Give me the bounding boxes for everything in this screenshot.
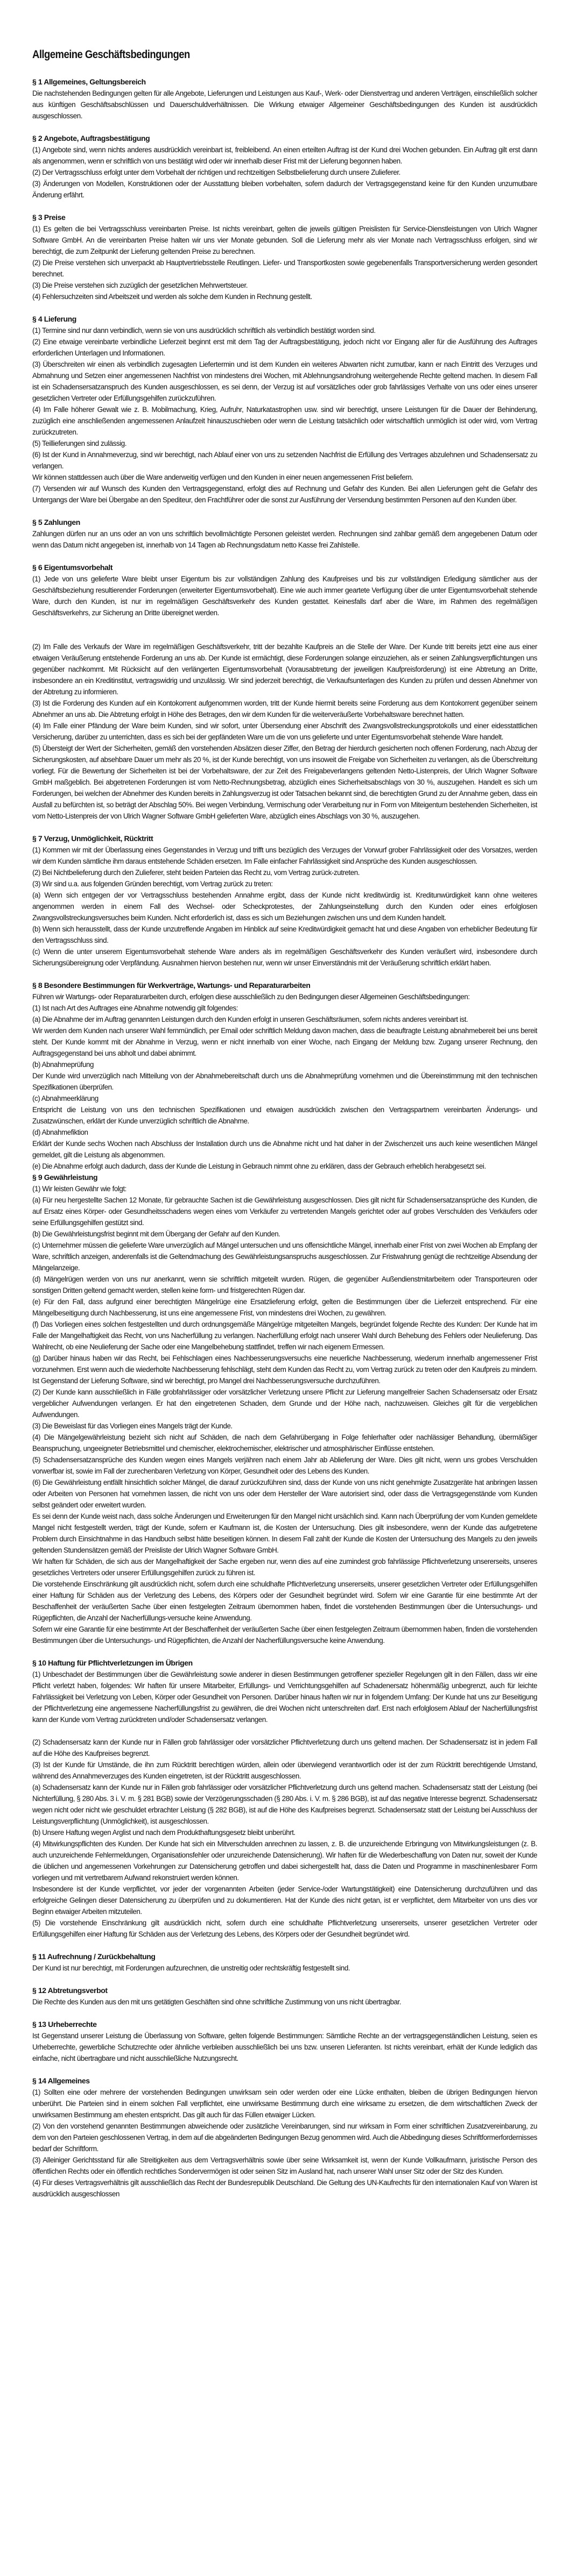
section-paragraph: (d) Mängelrügen werden von uns nur anerkannt, wenn sie schriftlich mitgeteilt wurden. Rügen, die gegenüber Außendienstmitarbeitern oder Transporteuren oder sonstigen Dritten geltend gemacht werden, stellen keine form- und fristgerechten Rügen dar. <box>32 1275 537 1294</box>
section-paragraph: (5) Die vorstehende Einschränkung gilt ausdrücklich nicht, sofern durch eine schuldhafte Pflichtverletzung unsererseits, unserer gesetzlichen Vertreter oder Erfüllungsgehilfen einer Haftung für Schäden aus der Verletzung des Lebens, des Körpers oder der Gesundheit begründet wird. <box>32 1919 537 1938</box>
section-paragraph: (2) Eine etwaige vereinbarte verbindliche Lieferzeit beginnt erst mit dem Tag der Auftragsbestätigung, jedoch nicht vor Eingang aller für die Ausführung des Auftrages erforderlichen Unterlagen und Informationen. <box>32 338 537 357</box>
section-paragraph: Der Kunde wird unverzüglich nach Mitteilung von der Abnahmebereitschaft durch uns die Abnahmeprüfung vornehmen und die Übereinstimmung mit den technischen Spezifikationen überprüfen. <box>32 1072 537 1091</box>
section-heading: § 1 Allgemeines, Geltungsbereich <box>32 77 146 86</box>
section-paragraph: (1) Unbeschadet der Bestimmungen über die Gewährleistung sowie anderer in diesen Bestimmungen getroffener spezieller Regelungen gilt in den Fällen, dass wir eine Pflicht verletzt haben, folgendes: Wir haften für unsere Mitarbeiter, Erfüllungs- und Verrichtungsgehilfen auf Schadenersatz höhenmäßig unbegrenzt, auch für leichte Fahrlässigkeit bei Verletzung von Leben, Körper oder Gesundheit von Personen. Darüber hinaus haften wir nur in folgendem Umfang: Der Kunde hat uns zur Beseitigung der Pflichtverletzung eine angemessene Nacherfüllungsfrist zu gewähren, die drei Wochen nicht unterschreiten darf. Erst nach erfolglosem Ablauf der Nacherfüllungsfrist kann der Kunde vom Vertrag zurücktreten und/oder Schadensersatz verlangen. <box>32 1670 537 1724</box>
section-heading: § 14 Allgemeines <box>32 2076 90 2085</box>
section-paragraph: (2) Von den vorstehend genannten Bestimmungen abweichende oder zusätzliche Vereinbarungen, sind nur wirksam in Form einer schriftlichen Zusatzvereinbarung, zu dem von den Parteien geschlossenen Vertrag, in dem auf die abgeänderten Bedingungen Bezug genommen wird. Auch die Abbedingung dieses Schriftformerfordernisses bedarf der Schriftform. <box>32 2122 537 2153</box>
section-paragraph: Insbesondere ist der Kunde verpflichtet, vor jeder der vorgenannten Arbeiten (jeder Service-/oder Wartungstätigkeit) eine Datensicherung durchzuführen und das erfolgreiche Gelingen dieser Datensicherung zu überprüfen und zu dokumentieren. Hat der Kunde dies nicht getan, ist er verpflichtet, dem Mitarbeiter von uns dies vor Beginn etwaiger Arbeiten mitzuteilen. <box>32 1885 537 1916</box>
section-paragraph: Erklärt der Kunde sechs Wochen nach Abschluss der Installation durch uns die Abnahme nicht und hat daher in der Zwischenzeit uns auch keine wesentlichen Mängel gemeldet, gilt die Leistung als abgenommen. <box>32 1140 537 1159</box>
section-heading: § 2 Angebote, Auftragsbestätigung <box>32 134 150 143</box>
document-title: Allgemeine Geschäftsbedingungen <box>32 48 190 61</box>
section-paragraph: (3) Ist der Kunde für Umstände, die ihn zum Rücktritt berechtigen würden, allein oder überwiegend verantwortlich oder ist der zum Rücktritt berechtigende Umstand, während des Annahmeverzuges des Kunden eingetreten, ist der Rücktritt ausgeschlossen. <box>32 1761 537 1780</box>
section-heading: § 4 Lieferung <box>32 315 76 323</box>
section-paragraph: (2) Im Falle des Verkaufs der Ware im regelmäßigen Geschäftsverkehr, tritt der bezahlte Kaufpreis an die Stelle der Ware. Der Kunde tritt bereits jetzt eine aus einer etwaigen Veräußerung entstehende Forderung an uns ab. Der Kunde ist ermächtigt, diese Forderungen solange einzuziehen, als er seinen Zahlungsverpflichtungen uns gegenüber nachkommt. Mit Rücksicht auf den verlängerten Eigentumsvorbehalt (Vorausabtretung der jeweiligen Kaufpreisforderung) ist eine Abtretung an Dritte, insbesondere an ein Kreditinstitut, vertragswidrig und unzulässig. Wir sind jederzeit berechtigt, die Verkaufsunterlagen des Kunden zu prüfen und dessen Abnehmer von der Abtretung zu informieren. <box>32 643 537 696</box>
section-paragraph: (1) Termine sind nur dann verbindlich, wenn sie von uns ausdrücklich schriftlich als verbindlich bestätigt worden sind. <box>32 326 376 335</box>
section-paragraph: (5) Teillieferungen sind zulässig. <box>32 439 126 447</box>
section-paragraph: Die nachstehenden Bedingungen gelten für alle Angebote, Lieferungen und Leistungen aus Kauf-, Werk- oder Dienstvertrag und anderen Verträgen, einschließlich solcher aus künftigen Geschäftsabschlüssen und Dauerschuldverhältnissen. Die Wirkung etwaiger Allgemeiner Geschäftsbedingungen des Kunden ist ausdrücklich ausgeschlossen. <box>32 89 537 120</box>
section <box>32 76 537 122</box>
section-paragraph: (3) Überschreiten wir einen als verbindlich zugesagten Liefertermin und ist dem Kunden ein weiteres Abwarten nicht zumutbar, kann er nach Eintritt des Verzuges und Abmahnung und Setzen einer angemessenen Nachfrist von mindestens drei Wochen, mit Ablehnungsandrohung weitergehende Rechte geltend machen. In diesem Fall ist ein Schadensersatzanspruch des Kunden ausgeschlossen, es sei denn, der Verzug ist auf vorsätzliches oder grob fahrlässiges Verhalte von uns oder eines unserer gesetzlichen Vertreter oder Erfüllungsgehilfen zurückzuführen. <box>32 360 537 402</box>
section-paragraph: (f) Das Vorliegen eines solchen festgestellten und durch ordnungsgemäße Mängelrüge mitgeteilten Mangels, begründet folgende Rechte des Kunden: Der Kunde hat im Falle der Mangelhaftigkeit das Recht, von uns Nacherfüllung zu verlangen. Nacherfüllung erfolgt nach unserer Wahl durch Behebung des Fehlers oder Neulieferung. Das Wahlrecht, ob eine Neulieferung der Sache oder eine Mangelbehebung stattfindet, treffen wir nach eigenem Ermessen. <box>32 1320 537 1351</box>
section-heading: § 12 Abtretungsverbot <box>32 1986 108 1995</box>
section-paragraph: (1) Kommen wir mit der Überlassung eines Gegenstandes in Verzug und trifft uns bezüglich des Verzuges der Vorwurf grober Fahrlässigkeit oder des Vorsatzes, werden wir dem Kunden sämtliche ihm daraus entstehende Schäden ersetzen. Im Falle einfacher Fahrlässigkeit sind Ansprüche des Kunden ausgeschlossen. <box>32 846 537 865</box>
section <box>32 133 537 201</box>
section-paragraph: (c) Unternehmer müssen die gelieferte Ware unverzüglich auf Mängel untersuchen und uns offensichtliche Mängel, innerhalb einer Frist von zwei Wochen ab Empfang der Ware, schriftlich anzeigen, anderenfalls ist die Geltendmachung des Gewährleistungsanspruchs ausgeschlossen. Zur Fristwahrung genügt die rechtzeitige Absendung der Mängelanzeige. <box>32 1241 537 1272</box>
section-paragraph: (3) Ist die Forderung des Kunden auf ein Kontokorrent aufgenommen worden, tritt der Kunde hiermit bereits seine Forderung aus dem Kontokorrent gegenüber seinem Abnehmer an uns ab. Die Abtretung erfolgt in Höhe des Betrages, den wir dem Kunden für die weiterveräußerte Vorbehaltsware berechnet hatten. <box>32 699 537 718</box>
section-paragraph: Der Kund ist nur berechtigt, mit Forderungen aufzurechnen, die unstreitig oder rechtskräftig festgestellt sind. <box>32 1964 350 1972</box>
section-heading: § 6 Eigentumsvorbehalt <box>32 563 113 572</box>
section-paragraph: (2) Bei Nichtbelieferung durch den Zulieferer, steht beiden Parteien das Recht zu, vom Vertrag zurück-zutreten. <box>32 869 360 877</box>
section-paragraph: (a) Die Abnahme der im Auftrag genannten Leistungen durch den Kunden erfolgt in unseren Geschäftsräumen, sofern nichts anderes vereinbart ist. <box>32 1015 468 1023</box>
section-paragraph: Sofern wir eine Garantie für eine bestimmte Art der Beschaffenheit der veräußerten Sache über einen festgelegten Zeitraum übernommen haben, finden die vorstehenden Bestimmungen über die Untersuchungs- und Rügepflichten, die Anzahl der Nacherfüllungsversuche keine Anwendung. <box>32 1625 537 1645</box>
section <box>32 1985 537 2008</box>
section-paragraph: (4) Mitwirkungspflichten des Kunden. Der Kunde hat sich ein Mitverschulden anrechnen zu lassen, z. B. die unzureichende Erbringung von Mitwirkungsleistungen (z. B. auch unzureichende Fehlermeldungen, Organisationsfehler oder unzureichende Datensicherung). Wir haften für die Wiederbeschaffung von Daten nur, soweit der Kunde die üblichen und angemessenen Vorkehrungen zur Datensicherung getroffen und dabei sichergestellt hat, dass die Daten und Programme in maschinenlesbarer Form vorliegen und mit vertretbarem Aufwand rekonstruiert werden können. <box>32 1840 537 1882</box>
section-paragraph: (3) Änderungen von Modellen, Konstruktionen oder der Ausstattung bleiben vorbehalten, sofern dadurch der Vertragsgegenstand keine für den Kunden unzumutbare Änderung erfährt. <box>32 180 537 199</box>
section-paragraph: (e) Die Abnahme erfolgt auch dadurch, dass der Kunde die Leistung in Gebrauch nimmt ohne zu erklären, dass der Gebrauch erheblich herabgesetzt sei. <box>32 1162 486 1170</box>
section <box>32 833 537 969</box>
section-paragraph: (4) Die Mängelgewährleistung bezieht sich nicht auf Schäden, die nach dem Gefahrübergang in Folge fehlerhafter oder nachlässiger Behandlung, übermäßiger Beanspruchung, ungeeigneter Betriebsmittel und chemischer, elektrochemischer, elektrischer und atmosphärischer Einflüsse entstehen. <box>32 1433 537 1453</box>
section-heading: § 5 Zahlungen <box>32 518 80 526</box>
section-paragraph: (1) Ist nach Art des Auftrages eine Abnahme notwendig gilt folgendes: <box>32 1004 238 1012</box>
section-heading: § 7 Verzug, Unmöglichkeit, Rücktritt <box>32 834 153 843</box>
section-paragraph: (3) Wir sind u.a. aus folgenden Gründen berechtigt, vom Vertrag zurück zu treten: <box>32 880 273 888</box>
section-paragraph: Wir werden dem Kunden nach unserer Wahl fernmündlich, per Email oder schriftlich Meldung davon machen, dass die beauftragte Leistung abnahmebereit bei uns bereit steht. Der Kunde kommt mit der Abnahme in Verzug, wenn er nicht innerhalb von einer Woche, nach Eingang der Meldung bzw. Zugang unserer Rechnung, den Auftragsgegenstand bei uns abholt und dabei abnimmt. <box>32 1027 537 1057</box>
section <box>32 314 537 506</box>
section-paragraph: Wir haften für Schäden, die sich aus der Mangelhaftigkeit der Sache ergeben nur, wenn dies auf eine zumindest grob fahrlässige Pflichtverletzung unsererseits, unseres gesetzliches Vertreters oder unserer Erfüllungsgehilfen zurück zu führen ist. <box>32 1557 537 1577</box>
section <box>32 1657 537 1940</box>
section-heading: § 9 Gewährleistung <box>32 1173 98 1182</box>
section-paragraph: (3) Alleiniger Gerichtsstand für alle Streitigkeiten aus dem Vertragsverhältnis sowie über seine Wirksamkeit ist, wenn der Kunde Vollkaufmann, juristische Person des öffentlichen Rechts oder ein öffentlich rechtliches Sondervermögen ist oder seinen Sitz im Ausland hat, nach unserer Wahl unser Sitz oder der Sitz des Kunden. <box>32 2156 537 2175</box>
sections-container <box>32 76 537 2200</box>
section-heading: § 8 Besondere Bestimmungen für Werkverträge, Wartungs- und Reparaturarbeiten <box>32 981 311 990</box>
section-paragraph: Entspricht die Leistung von uns den technischen Spezifikationen und etwaigen ausdrücklich zwischen den Vertragspartnern vereinbarten Änderungs- und Zusatzwünschen, erklärt der Kunde unverzüglich schriftlich die Abnahme. <box>32 1106 537 1125</box>
section-paragraph: (1) Wir leisten Gewähr wie folgt: <box>32 1185 126 1193</box>
section-paragraph: (c) Wenn die unter unserem Eigentumsvorbehalt stehende Ware anders als im regelmäßigen Geschäftsverkehr des Kunden veräußert wird, insbesondere durch Sicherungsübereignung oder Verpfändung. Ausnahmen hiervon bestehen nur, wenn wir unser Einverständnis mit der Veräußerung schriftlich erklärt haben. <box>32 948 537 967</box>
section-paragraph: (3) Die Preise verstehen sich zuzüglich der gesetzlichen Mehrwertsteuer. <box>32 281 248 289</box>
section-paragraph: (3) Die Beweislast für das Vorliegen eines Mangels trägt der Kunde. <box>32 1422 233 1430</box>
section-paragraph: (4) Im Falle einer Pfändung der Ware beim Kunden, sind wir sofort, unter Übersendung einer Abschrift des Zwangsvollstreckungsprotokolls und einer eidesstattlichen Versicherung, darüber zu unterrichten, dass es sich bei der gepfändeten Ware um die von uns gelieferte und unter Eigentumsvorbehalt stehende Ware handelt. <box>32 722 537 741</box>
section-paragraph: Führen wir Wartungs- oder Reparaturarbeiten durch, erfolgen diese ausschließlich zu den Bedingungen dieser Allgemeinen Geschäftsbedingungen: <box>32 993 470 1001</box>
section-heading: § 11 Aufrechnung / Zurückbehaltung <box>32 1952 156 1961</box>
section-paragraph: (2) Der Vertragsschluss erfolgt unter dem Vorbehalt der richtigen und rechtzeitigen Selbstbelieferung durch unsere Zulieferer. <box>32 168 400 176</box>
section-paragraph: Wir können stattdessen auch über die Ware anderweitig verfügen und den Kunden in einer neuen angemessenen Frist beliefern. <box>32 473 413 481</box>
section-paragraph: (b) Wenn sich herausstellt, dass der Kunde unzutreffende Angaben im Hinblick auf seine Kreditwürdigkeit gemacht hat und diese Angaben von erheblicher Bedeutung für den Vertragsschluss sind. <box>32 925 537 944</box>
section-heading: § 3 Preise <box>32 213 66 222</box>
section-paragraph: (b) Abnahmeprüfung <box>32 1061 94 1069</box>
section <box>32 2075 537 2200</box>
section-paragraph: (4) Fehlersuchzeiten sind Arbeitszeit und werden als solche dem Kunden in Rechnung gestellt. <box>32 293 312 301</box>
section-paragraph: Zahlungen dürfen nur an uns oder an von uns schriftlich bevollmächtigte Personen geleistet werden. Rechnungen sind zahlbar gemäß dem angegebenen Datum oder wenn das Datum nicht angegeben ist, innerhalb von 14 Tagen ab Rechnungsdatum netto Kasse frei Zahlstelle. <box>32 530 537 549</box>
section <box>32 2019 537 2064</box>
section-paragraph: (4) Im Falle höherer Gewalt wie z. B. Mobilmachung, Krieg, Aufruhr, Naturkatastrophen usw. sind wir berechtigt, unsere Leistungen für die Dauer der Behinderung, zuzüglich eine anschließenden angemessenen Anlaufzeit hinauszuschieben oder wenn die Leistung tatsächlich oder wirtschaftlich unmöglich ist oder wird, vom Vertrag zurückzutreten. <box>32 405 537 436</box>
section-paragraph: (2) Die Preise verstehen sich unverpackt ab Hauptvertriebsstelle Reutlingen. Liefer- und Transportkosten sowie gegebenenfalls Transportversicherung werden gesondert berechnet. <box>32 259 537 278</box>
section-paragraph: (1) Jede von uns gelieferte Ware bleibt unser Eigentum bis zur vollständigen Zahlung des Kaufpreises und bis zur vollständigen Erledigung sämtlicher aus der Geschäftsbeziehung resultierender Forderungen (erweiterter Eigentumsvorbehalt). Eine wie auch immer geartete Verfügung über die unter Eigentumsvorbehalt stehende Ware, durch den Kunden, ist nur im regelmäßigen Geschäftsverkehr des Kunden gestattet. Keinesfalls darf aber die Ware, im Rahmen des regelmäßigen Geschäftsverkehrs, zur Sicherung an Dritte übereignet werden. <box>32 575 537 617</box>
section <box>32 562 537 822</box>
section-paragraph: (b) Die Gewährleistungsfrist beginnt mit dem Übergang der Gefahr auf den Kunden. <box>32 1230 280 1238</box>
section-paragraph: (2) Schadensersatz kann der Kunde nur in Fällen grob fahrlässiger oder vorsätzlicher Pflichtverletzung durch uns geltend machen. Der Schadensersatz ist in jedem Fall auf die Höhe des Kaufpreises begrenzt. <box>32 1738 537 1757</box>
section <box>32 1951 537 1974</box>
section-paragraph: (a) Schadensersatz kann der Kunde nur in Fällen grob fahrlässiger oder vorsätzlicher Pflichtverletzung durch uns geltend machen. Schadensersatz statt der Leistung (bei Nichterfüllung, § 280 Abs. 3 i. V. m. § 281 BGB) sowie der Verzögerungsschaden (§ 280 Abs. i. V. m. § 286 BGB), ist auf das negative Interesse begrenzt. Schadensersatz wegen nicht oder nicht wie geschuldet erbrachter Leistung (§ 282 BGB), ist auf die Höhe des Kaufpreises begrenzt. Schadensersatz statt der Leistung bei Ausschluss der Leistungsverpflichtung (Unmöglichkeit), ist ausgeschlossen. <box>32 1783 537 1825</box>
section-paragraph: (6) Die Gewährleistung entfällt hinsichtlich solcher Mängel, die darauf zurückzuführen sind, dass der Kunde von uns nicht genehmigte Zusatzgeräte hat anbringen lassen oder Arbeiten von Personen hat vornehmen lassen, die nicht von uns oder dem Hersteller der Ware autorisiert sind, oder dass die Vertragsgegenstände vom Kunden selbst geändert oder erweitert wurden. <box>32 1478 537 1509</box>
section-paragraph: (a) Wenn sich entgegen der vor Vertragsschluss bestehenden Annahme ergibt, dass der Kunde nicht kreditwürdig ist. Kreditunwürdigkeit kann ohne weiteres angenommen werden in einem Fall des Wechsel- oder Scheckprotestes, der Zahlungseinstellung durch den Kunden oder eines erfolglosen Zwangsvollstreckungsversuches beim Kunden. Nicht erforderlich ist, dass es sich um Beziehungen zwischen uns und dem Kunden handelt. <box>32 891 537 922</box>
section-paragraph: (5) Schadensersatzansprüche des Kunden wegen eines Mangels verjähren nach einem Jahr ab Ablieferung der Ware. Dies gilt nicht, wenn uns grobes Verschulden vorwerfbar ist, sowie im Fall der zurechenbaren Verletzung von Körper, Gesundheit oder des Lebens des Kunden. <box>32 1456 537 1475</box>
section-heading: § 13 Urheberrechte <box>32 2020 97 2029</box>
section-paragraph: Ist Gegenstand unserer Leistung die Überlassung von Software, gelten folgende Bestimmungen: Sämtliche Rechte an der vertragsgegenständlichen Leistung, seien es Urheberrechte, gewerbliche Schutzrechte oder ähnliche verbleiben ausschließlich bei uns bzw. unseren Lieferanten. Ist nichts vereinbart, erhält der Kunde lediglich das einfache, nicht übertragbare und nicht ausschließliche Nutzungsrecht. <box>32 2032 537 2062</box>
section-paragraph: Die vorstehende Einschränkung gilt ausdrücklich nicht, sofern durch eine schuldhafte Pflichtverletzung unsererseits, unserer gesetzlichen Vertreter oder Erfüllungsgehilfen einer Haftung für Schäden aus der Verletzung des Lebens, des Körpers oder der Gesundheit begründet wird. Sofern wir eine Garantie für eine bestimmte Art der Beschaffenheit der veräußerten Sache über einen festgelegten Zeitraum übernommen haben, findet die vorstehenden Bestimmungen über die Untersuchungs- und Rügepflichten, die Anzahl der Nacherfüllungs-versuche keine Anwendung. <box>32 1580 537 1622</box>
section-paragraph: (g) Darüber hinaus haben wir das Recht, bei Fehlschlagen eines Nachbesserungsversuchs eine neuerliche Nachbesserung, wiederum innerhalb angemessener Frist vorzunehmen. Erst wenn auch die wiederholte Nachbesserung fehlschlägt, steht dem Kunden das Recht zu, vom Vertrag zurück zu treten oder den Kaufpreis zu mindern. Ist Gegenstand der Lieferung Software, sind wir berechtigt, pro Mangel drei Nachbesserungsversuche durchzuführen. <box>32 1354 537 1385</box>
section <box>32 212 537 302</box>
section-paragraph: (a) Für neu hergestellte Sachen 12 Monate, für gebrauchte Sachen ist die Gewährleistung ausgeschlossen. Dies gilt nicht für Schadensersatzansprüche des Kunden, die auf Ersatz eines Körper- oder Gesundheitsschadens wegen eines vom Verkäufer zu vertretenden Mangels gerichtet oder auf grobes Verschulden des Verkäufers oder seine Erfüllungsgehilfen gestützt sind. <box>32 1196 537 1227</box>
section-paragraph: (7) Versenden wir auf Wunsch des Kunden den Vertragsgegenstand, erfolgt dies auf Rechnung und Gefahr des Kunden. Bei allen Lieferungen geht die Gefahr des Untergangs der Ware bei Übergabe an den Spediteur, den Frachtführer oder die sonst zur Ausführung der Versendung bestimmten Personen auf den Kunden über. <box>32 485 537 504</box>
section-paragraph: (c) Abnahmeerklärung <box>32 1094 98 1102</box>
section-paragraph: Es sei denn der Kunde weist nach, dass solche Änderungen und Erweiterungen für den Mangel nicht ursächlich sind. Kann nach Überprüfung der vom Kunden gemeldete Mangel nicht festgestellt werden, trägt der Kunde, sofern er Kaufmann ist, die Kosten der Untersuchung. Dies gilt insbesondere, wenn der Kunde das aufgetretene Problem durch Einsichtnahme in das Handbuch selbst hätte beseitigen können. In diesem Fall zahlt der Kunde die Kosten der Untersuchung des Mangels zu den jeweils geltenden Stundensätzen gemäß der Preisliste der Ulrich Wagner Software GmbH. <box>32 1512 537 1554</box>
section-paragraph: (1) Es gelten die bei Vertragsschluss vereinbarten Preise. Ist nichts vereinbart, gelten die jeweils gültigen Preislisten für Service-Dienstleistungen von Ulrich Wagner Software GmbH. An die vereinbarten Preise halten wir uns vier Monate gebunden. Soll die Lieferung mehr als vier Monate nach Vertragsschluss erfolgen, sind wir berechtigt, die zum Zeitpunkt der Lieferung geltenden Preise zu berechnen. <box>32 225 537 255</box>
section-paragraph: (d) Abnahmefiktion <box>32 1128 88 1136</box>
section-paragraph: (2) Der Kunde kann ausschließlich in Fälle grobfahrlässiger oder vorsätzlicher Verletzung unsere Pflicht zur Lieferung mangelfreier Sachen Schadensersatz oder Ersatz vergeblicher Aufwendungen verlangen. Er hat den eingetretenen Schaden, dem Grunde und der Höhe nach, nachzuweisen. Gleiches gilt für die vergeblichen Aufwendungen. <box>32 1388 537 1419</box>
section-paragraph: (e) Für den Fall, dass aufgrund einer berechtigten Mängelrüge eine Ersatzlieferung erfolgt, gelten die Bestimmungen über die Lieferzeit entsprechend. Für eine Mängelbeseitigung durch Nachbesserung, ist uns eine angemessene Frist, von mindestens drei Wochen, zu gewähren. <box>32 1298 537 1317</box>
section <box>32 980 537 1172</box>
section <box>32 1172 537 1646</box>
section-paragraph: (6) Ist der Kund in Annahmeverzug, sind wir berechtigt, nach Ablauf einer von uns zu setzenden Nachfrist die Erfüllung des Vertrages abzulehnen und Schadensersatz zu verlangen. <box>32 451 537 470</box>
section-paragraph: (4) Für dieses Vertragsverhältnis gilt ausschließlich das Recht der Bundesrepublik Deutschland. Die Geltung des UN-Kaufrechts für den internationalen Kauf von Waren ist ausdrücklich ausgeschlossen <box>32 2179 537 2198</box>
section-paragraph: (5) Übersteigt der Wert der Sicherheiten, gemäß den vorstehenden Absätzen dieser Ziffer, den Betrag der hierdurch gesicherten noch offenen Forderung, nach Abzug der Sicherungskosten, auf absehbare Dauer um mehr als 20 %, ist der Kunde berechtigt, von uns insoweit die Freigabe von Sicherheiten zu verlangen, als die Überschreitung vorliegt. Für die Bewertung der Sicherheiten ist bei der Vorbehaltsware, der zur Zeit des Freigabeverlangens geltenden Netto-Listenpreis, der Ulrich Wagner Software GmbH maßgeblich. Bei abgetretenen Forderungen ist vom Netto-Rechnungsbetrag, abzüglich eines Sicherheitsabschlags von 30 %, auszugehen. Handelt es sich um Forderungen, bei welchen der Abnehmer des Kunden bereits in Zahlungsverzug ist oder Tatsachen bekannt sind, die berechtigten Grund zu der Annahme geben, dass ein Ausfall zu befürchten ist, so beträgt der Abschlag 50%. Bei wegen Verbindung, Vermischung oder Verarbeitung nur in Form von Miteigentum bestehenden Sicherheiten, ist vom Netto-Listenpreis der von Ulrich Wagner Software GmbH gelieferten Ware, abzüglich eines Abschlags von 30 %, auszugehen. <box>32 744 537 820</box>
section-paragraph: Die Rechte des Kunden aus den mit uns getätigten Geschäften sind ohne schriftliche Zustimmung von uns nicht übertragbar. <box>32 1998 402 2006</box>
section-paragraph: (1) Angebote sind, wenn nichts anderes ausdrücklich vereinbart ist, freibleibend. An einen erteilten Auftrag ist der Kund drei Wochen gebunden. Ein Auftrag gilt erst dann als angenommen, wenn er schriftlich von uns bestätigt wird oder wir innerhalb dieser Frist mit der Lieferung begonnen haben. <box>32 146 537 165</box>
section-paragraph: (1) Sollten eine oder mehrere der vorstehenden Bedingungen unwirksam sein oder werden oder eine Lücke enthalten, bleiben die übrigen Bedingungen hiervon unberührt. Die Parteien sind in einem solchen Fall verpflichtet, eine unwirksame Bestimmung durch eine wirksame zu ersetzen, die dem wirtschaftlichen Zweck der unwirksamen Bestimmung am ehesten entspricht. Das gilt auch für das Füllen etwaiger Lücken. <box>32 2088 537 2119</box>
section-paragraph: (b) Unsere Haftung wegen Arglist und nach dem Produkthaftungsgesetz bleibt unberührt. <box>32 1828 295 1837</box>
section <box>32 517 537 551</box>
section-heading: § 10 Haftung für Pflichtverletzungen im Übrigen <box>32 1659 193 1667</box>
